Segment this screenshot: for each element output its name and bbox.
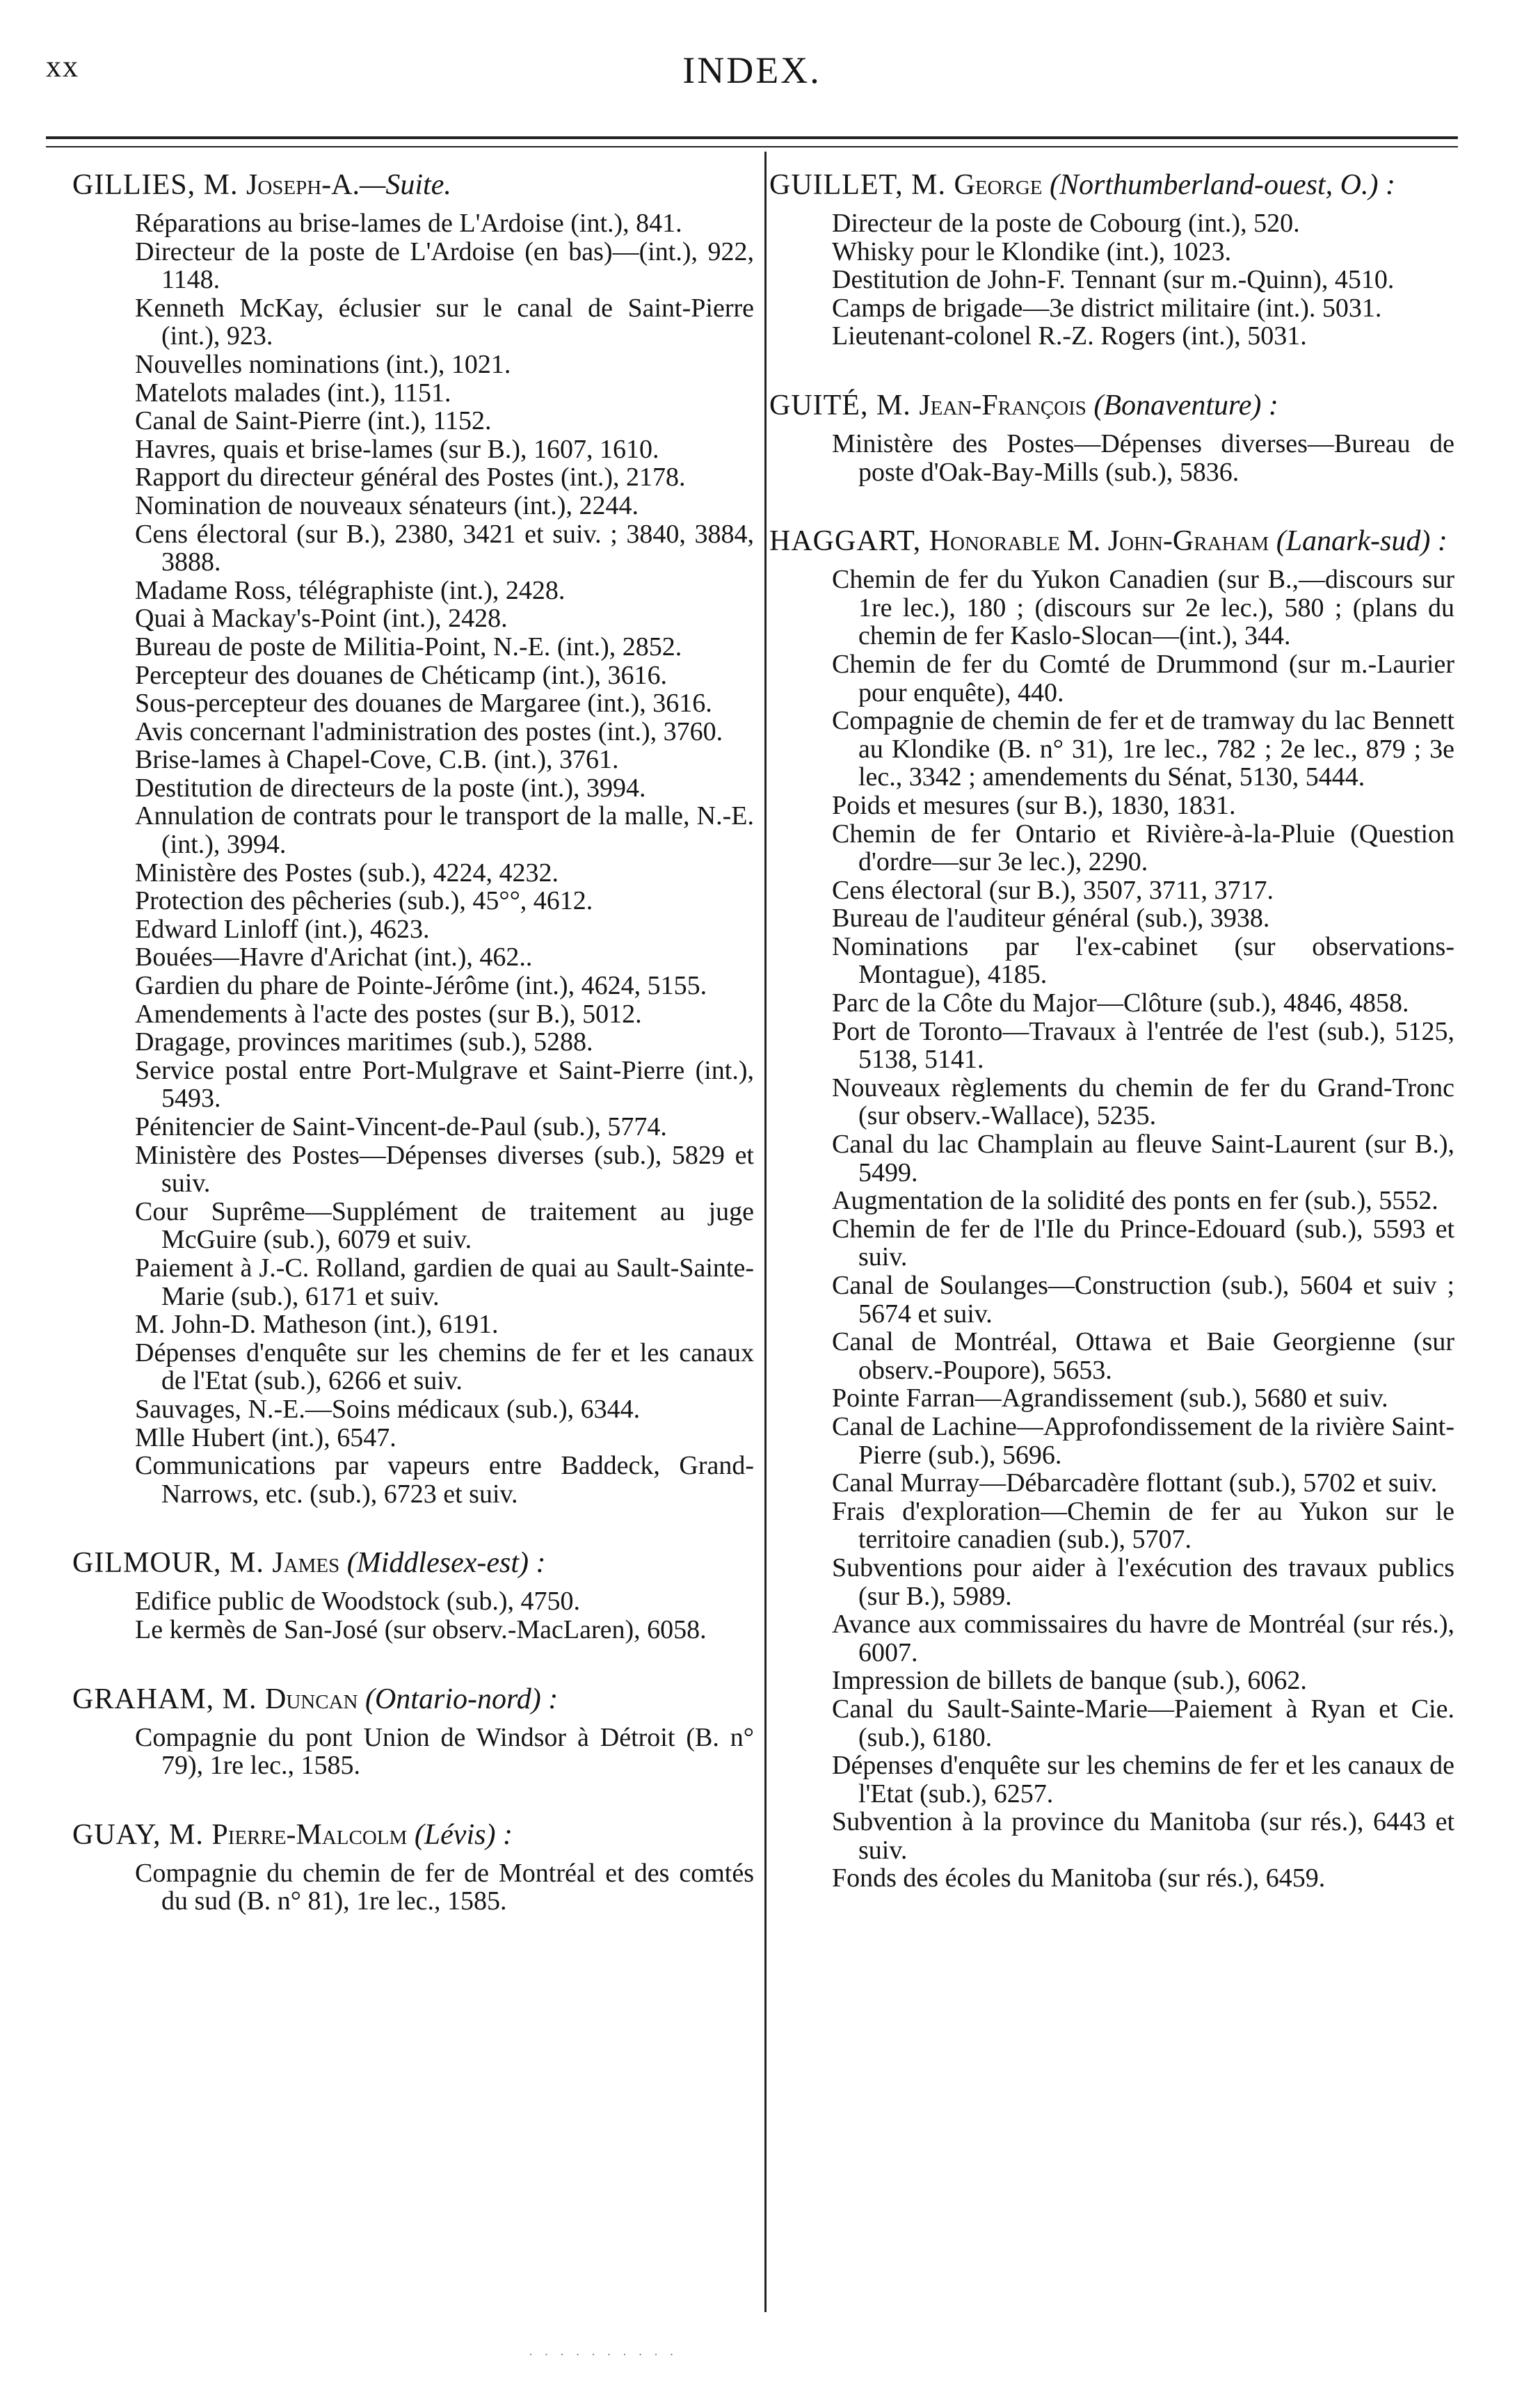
- entry-riding: (Middlesex-est) :: [339, 1547, 546, 1580]
- index-item: Bouées—Havre d'Arichat (int.), 462..: [135, 943, 533, 972]
- left-column: [72, 170, 754, 1956]
- index-entry: [72, 1685, 754, 1780]
- index-item: Canal du lac Champlain au fleuve Saint-Laurent (sur B.), 5499.: [832, 1130, 1454, 1187]
- index-item: Edward Linloff (int.), 4623.: [135, 914, 430, 944]
- entry-items: [769, 430, 1454, 486]
- index-item: Communications par vapeurs entre Baddeck, Grand-Narrows, etc. (sub.), 6723 et suiv.: [135, 1451, 754, 1509]
- entry-heading: [769, 391, 1454, 420]
- entry-items: [769, 209, 1454, 351]
- index-entry: [769, 391, 1454, 486]
- index-item: Sauvages, N.-E.—Soins médicaux (sub.), 6344.: [135, 1394, 641, 1424]
- index-item: Matelots malades (int.), 1151.: [135, 378, 451, 408]
- index-entry: [72, 1548, 754, 1644]
- index-item: Destitution de directeurs de la poste (int.), 3994.: [135, 773, 646, 803]
- index-item: Directeur de la poste de Cobourg (int.), 520.: [832, 209, 1300, 238]
- index-item: Nouveaux règlements du chemin de fer du Grand-Tronc (sur observ.-Wallace), 5235.: [832, 1073, 1454, 1131]
- entry-given-name: James: [272, 1547, 340, 1580]
- index-item: Gardien du phare de Pointe-Jérôme (int.), 4624, 5155.: [135, 971, 707, 1001]
- index-item: Subventions pour aider à l'exécution des travaux publics (sur B.), 5989.: [832, 1553, 1454, 1611]
- header-rule-thin: [46, 146, 1458, 147]
- index-item: Fonds des écoles du Manitoba (sur rés.), 6459.: [832, 1863, 1326, 1893]
- entry-surname: GILLIES, M.: [72, 169, 246, 201]
- entry-riding: —Suite.: [360, 169, 451, 201]
- index-item: Compagnie du chemin de fer de Montréal et des comtés du sud (B. n° 81), 1re lec., 1585.: [135, 1858, 754, 1916]
- entry-given-name: Joseph-A.: [246, 169, 360, 201]
- index-item: Dépenses d'enquête sur les chemins de fer et les canaux de l'Etat (sub.), 6266 et suiv.: [135, 1338, 754, 1396]
- index-item: Nomination de nouveaux sénateurs (int.), 2244.: [135, 490, 639, 520]
- index-item: Canal de Lachine—Approfondissement de la rivière Saint-Pierre (sub.), 5696.: [832, 1411, 1454, 1470]
- running-title: INDEX.: [682, 49, 821, 91]
- entry-items: [72, 1724, 754, 1780]
- right-column: [769, 170, 1454, 1933]
- index-item: Parc de la Côte du Major—Clôture (sub.), 4846, 4858.: [832, 988, 1409, 1018]
- index-item: Percepteur des douanes de Chéticamp (int.), 3616.: [135, 660, 668, 690]
- index-item: Subvention à la province du Manitoba (sur rés.), 6443 et suiv.: [832, 1807, 1454, 1865]
- index-item: Ministère des Postes—Dépenses diverses (sub.), 5829 et suiv.: [135, 1140, 754, 1198]
- entry-given-name: Duncan: [265, 1683, 358, 1715]
- index-item: Canal Murray—Débarcadère flottant (sub.), 5702 et suiv.: [832, 1468, 1438, 1498]
- entry-riding: (Ontario-nord) :: [358, 1683, 559, 1715]
- index-item: Cens électoral (sur B.), 3507, 3711, 3717.: [832, 875, 1274, 905]
- index-item: Port de Toronto—Travaux à l'entrée de l'est (sub.), 5125, 5138, 5141.: [832, 1016, 1454, 1075]
- entry-heading: [72, 1820, 754, 1850]
- index-item: Protection des pêcheries (sub.), 45°°, 4612.: [135, 886, 593, 916]
- index-item: Canal de Montréal, Ottawa et Baie Georgienne (sur observ.-Poupore), 5653.: [832, 1327, 1454, 1385]
- index-item: Annulation de contrats pour le transport de la malle, N.-E. (int.), 3994.: [135, 801, 754, 860]
- entry-heading: [72, 170, 754, 200]
- entry-items: [769, 566, 1454, 1893]
- entry-heading: [769, 170, 1454, 200]
- entry-items: [72, 1587, 754, 1644]
- entry-heading: [72, 1548, 754, 1578]
- index-item: Ministère des Postes (sub.), 4224, 4232.: [135, 858, 559, 888]
- index-item: Augmentation de la solidité des ponts en fer (sub.), 5552.: [832, 1186, 1438, 1216]
- entry-surname: GUITÉ, M.: [769, 389, 920, 422]
- index-item: Paiement à J.-C. Rolland, gardien de quai au Sault-Sainte-Marie (sub.), 6171 et suiv.: [135, 1253, 754, 1311]
- index-item: Frais d'exploration—Chemin de fer au Yukon sur le territoire canadien (sub.), 5707.: [832, 1496, 1454, 1555]
- index-item: Compagnie du pont Union de Windsor à Détroit (B. n° 79), 1re lec., 1585.: [135, 1722, 754, 1781]
- index-item: Camps de brigade—3e district militaire (int.). 5031.: [832, 293, 1382, 323]
- index-item: Avance aux commissaires du havre de Montréal (sur rés.), 6007.: [832, 1610, 1454, 1667]
- entry-riding: (Lévis) :: [407, 1818, 513, 1851]
- index-item: Bureau de poste de Militia-Point, N.-E. (int.), 2852.: [135, 632, 682, 661]
- index-item: Kenneth McKay, éclusier sur le canal de Saint-Pierre (int.), 923.: [135, 293, 754, 351]
- page-header: [46, 49, 1458, 104]
- column-divider: [764, 152, 767, 2312]
- index-entry: [769, 527, 1454, 1893]
- index-entry: [72, 170, 754, 1508]
- index-item: Service postal entre Port-Mulgrave et Saint-Pierre (int.), 5493.: [135, 1055, 754, 1114]
- index-item: Poids et mesures (sur B.), 1830, 1831.: [832, 790, 1236, 820]
- entry-riding: (Bonaventure) :: [1086, 389, 1278, 422]
- index-item: Amendements à l'acte des postes (sur B.), 5012.: [135, 999, 642, 1029]
- index-item: Sous-percepteur des douanes de Margaree (int.), 3616.: [135, 689, 712, 719]
- index-item: Dragage, provinces maritimes (sub.), 5288.: [135, 1027, 593, 1057]
- index-item: Chemin de fer du Yukon Canadien (sur B.,—discours sur 1re lec.), 180 ; (discours sur 2e lec.), 580 ; (plans du chemin de fer Kaslo-Slocan—(int.), 344.: [832, 565, 1454, 651]
- entry-given-name: Pierre-Malcolm: [211, 1818, 408, 1851]
- index-item: Edifice public de Woodstock (sub.), 4750.: [135, 1587, 581, 1617]
- entry-surname: GRAHAM, M.: [72, 1683, 266, 1715]
- entry-items: [72, 1859, 754, 1916]
- index-item: Compagnie de chemin de fer et de tramway du lac Bennett au Klondike (B. n° 31), 1re lec., 782 ; 2e lec., 879 ; 3e lec., 3342 ; amendements du Sénat, 5130, 5444.: [832, 706, 1454, 792]
- index-item: Chemin de fer de l'Ile du Prince-Edouard (sub.), 5593 et suiv.: [832, 1214, 1454, 1272]
- index-item: Canal du Sault-Sainte-Marie—Paiement à Ryan et Cie. (sub.), 6180.: [832, 1694, 1454, 1752]
- index-item: Réparations au brise-lames de L'Ardoise (int.), 841.: [135, 209, 682, 238]
- index-item: Destitution de John-F. Tennant (sur m.-Quinn), 4510.: [832, 265, 1395, 295]
- index-item: Brise-lames à Chapel-Cove, C.B. (int.), 3761.: [135, 745, 619, 775]
- entry-riding: (Northumberland-ouest, O.) :: [1042, 169, 1395, 201]
- entry-surname: GILMOUR, M.: [72, 1547, 273, 1580]
- entry-surname: GUILLET, M.: [769, 169, 954, 201]
- index-item: Canal de Soulanges—Construction (sub.), 5604 et suiv ; 5674 et suiv.: [832, 1271, 1454, 1329]
- entry-given-name: Jean-François: [919, 389, 1086, 422]
- entry-surname: HAGGART,: [769, 525, 929, 558]
- index-item: Rapport du directeur général des Postes (int.), 2178.: [135, 463, 686, 492]
- index-item: Madame Ross, télégraphiste (int.), 2428.: [135, 575, 566, 605]
- page-folio: xx: [46, 49, 79, 83]
- index-entry: [769, 170, 1454, 351]
- index-item: Bureau de l'auditeur général (sub.), 3938.: [832, 904, 1270, 933]
- index-item: Pénitencier de Saint-Vincent-de-Paul (sub.), 5774.: [135, 1112, 667, 1141]
- index-item: Impression de billets de banque (sub.), 6062.: [832, 1666, 1307, 1696]
- index-item: Cens électoral (sur B.), 2380, 3421 et suiv. ; 3840, 3884, 3888.: [135, 519, 754, 577]
- header-rule-thick: [46, 136, 1458, 139]
- index-item: Ministère des Postes—Dépenses diverses—Bureau de poste d'Oak-Bay-Mills (sub.), 5836.: [832, 428, 1454, 487]
- index-item: Whisky pour le Klondike (int.), 1023.: [832, 236, 1232, 266]
- index-item: Directeur de la poste de L'Ardoise (en bas)—(int.), 922, 1148.: [135, 236, 754, 295]
- index-entry: [72, 1820, 754, 1916]
- index-item: Le kermès de San-José (sur observ.-MacLaren), 6058.: [135, 1614, 707, 1644]
- index-item: Chemin de fer Ontario et Rivière-à-la-Pluie (Question d'ordre—sur 3e lec.), 2290.: [832, 819, 1454, 877]
- index-item: Pointe Farran—Agrandissement (sub.), 5680 et suiv.: [832, 1384, 1388, 1413]
- index-item: Mlle Hubert (int.), 6547.: [135, 1422, 396, 1452]
- entry-riding: (Lanark-sud) :: [1269, 525, 1447, 558]
- entry-items: [72, 209, 754, 1508]
- page-footer-mark: · · · · · · · · · ·: [529, 2348, 678, 2361]
- index-item: Dépenses d'enquête sur les chemins de fer et les canaux de l'Etat (sub.), 6257.: [832, 1751, 1454, 1808]
- entry-heading: [769, 527, 1454, 556]
- index-item: Canal de Saint-Pierre (int.), 1152.: [135, 406, 492, 436]
- index-item: Lieutenant-colonel R.-Z. Rogers (int.), 5031.: [832, 321, 1307, 351]
- index-item: Chemin de fer du Comté de Drummond (sur m.-Laurier pour enquête), 440.: [832, 649, 1454, 707]
- index-item: Nominations par l'ex-cabinet (sur observations-Montague), 4185.: [832, 931, 1454, 990]
- index-item: Nouvelles nominations (int.), 1021.: [135, 349, 511, 379]
- index-item: M. John-D. Matheson (int.), 6191.: [135, 1310, 499, 1340]
- index-item: Cour Suprême—Supplément de traitement au juge McGuire (sub.), 6079 et suiv.: [135, 1196, 754, 1255]
- index-item: Avis concernant l'administration des postes (int.), 3760.: [135, 716, 723, 746]
- entry-given-name: Honorable M. John-Graham: [929, 525, 1269, 558]
- entry-given-name: George: [954, 169, 1043, 201]
- entry-heading: [72, 1685, 754, 1714]
- index-item: Quai à Mackay's-Point (int.), 2428.: [135, 604, 508, 634]
- entry-surname: GUAY, M.: [72, 1818, 212, 1851]
- index-item: Havres, quais et brise-lames (sur B.), 1607, 1610.: [135, 434, 659, 464]
